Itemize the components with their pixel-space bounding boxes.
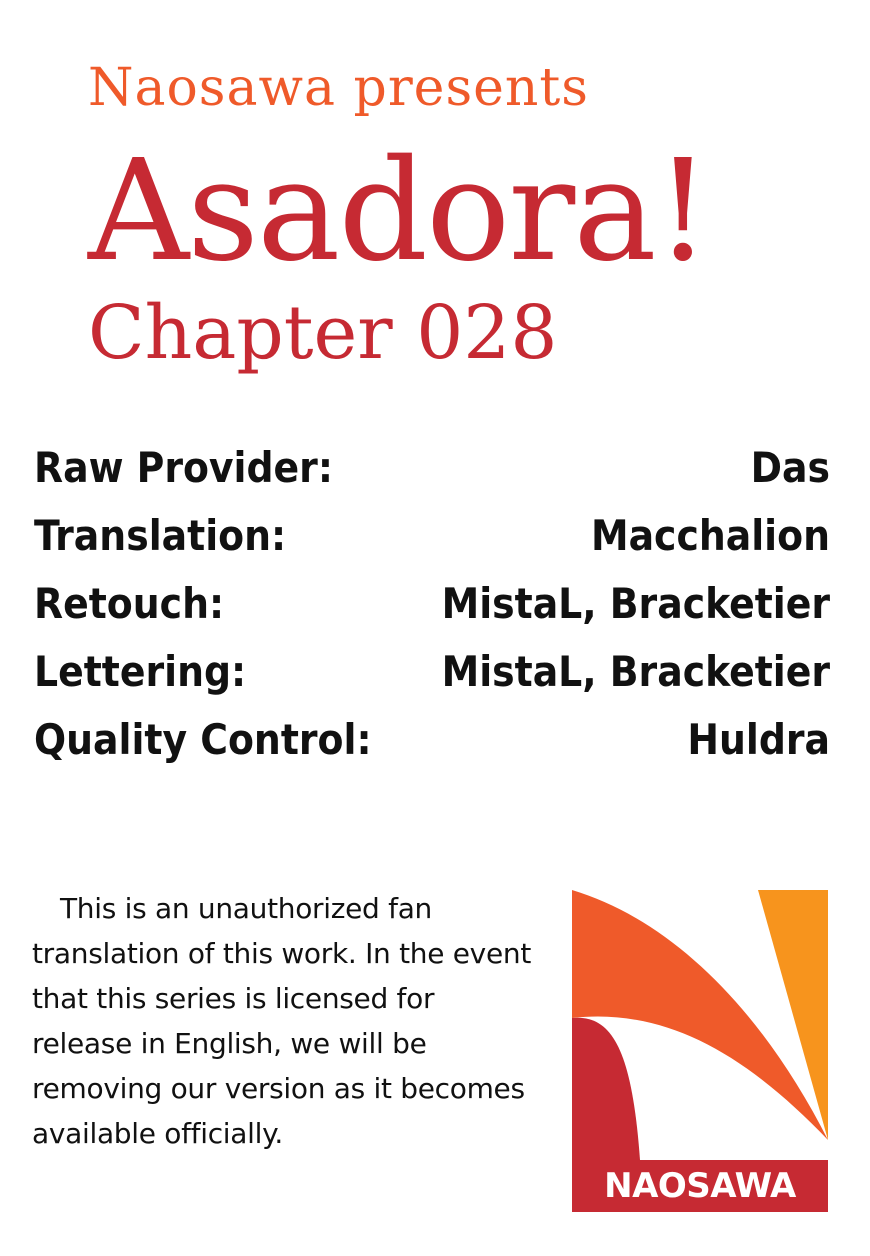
- credit-row-lettering: [34, 644, 830, 712]
- credit-role: Quality Control:: [34, 715, 372, 764]
- credit-row-quality-control: [34, 712, 830, 780]
- presents-line: Naosawa presents: [88, 58, 589, 118]
- chapter-number: Chapter 028: [88, 290, 558, 376]
- credit-name: Das: [750, 443, 830, 492]
- disclaimer-text: This is an unauthorized fan translation of this work. In the event that this series is licensed for release in English, we will be removing our version as it becomes available officially.: [32, 892, 531, 1150]
- credit-role: Translation:: [34, 511, 287, 560]
- credit-role: Retouch:: [34, 579, 225, 628]
- credit-row-retouch: [34, 576, 830, 644]
- naosawa-logo: [572, 890, 828, 1212]
- credit-row-translation: [34, 508, 830, 576]
- credit-name: MistaL, Bracketier: [441, 647, 830, 696]
- logo-red-wedge: [572, 1018, 640, 1160]
- credit-role: Raw Provider:: [34, 443, 333, 492]
- credit-name: Huldra: [687, 715, 830, 764]
- credit-role: Lettering:: [34, 647, 247, 696]
- series-title: Asadora!: [88, 130, 709, 293]
- logo-wordmark: NAOSAWA: [572, 1160, 828, 1212]
- credits-list: [34, 440, 830, 780]
- credit-row-raw-provider: [34, 440, 830, 508]
- credit-name: MistaL, Bracketier: [441, 579, 830, 628]
- naosawa-logo-mark-icon: [572, 890, 828, 1160]
- credit-name: Macchalion: [590, 511, 830, 560]
